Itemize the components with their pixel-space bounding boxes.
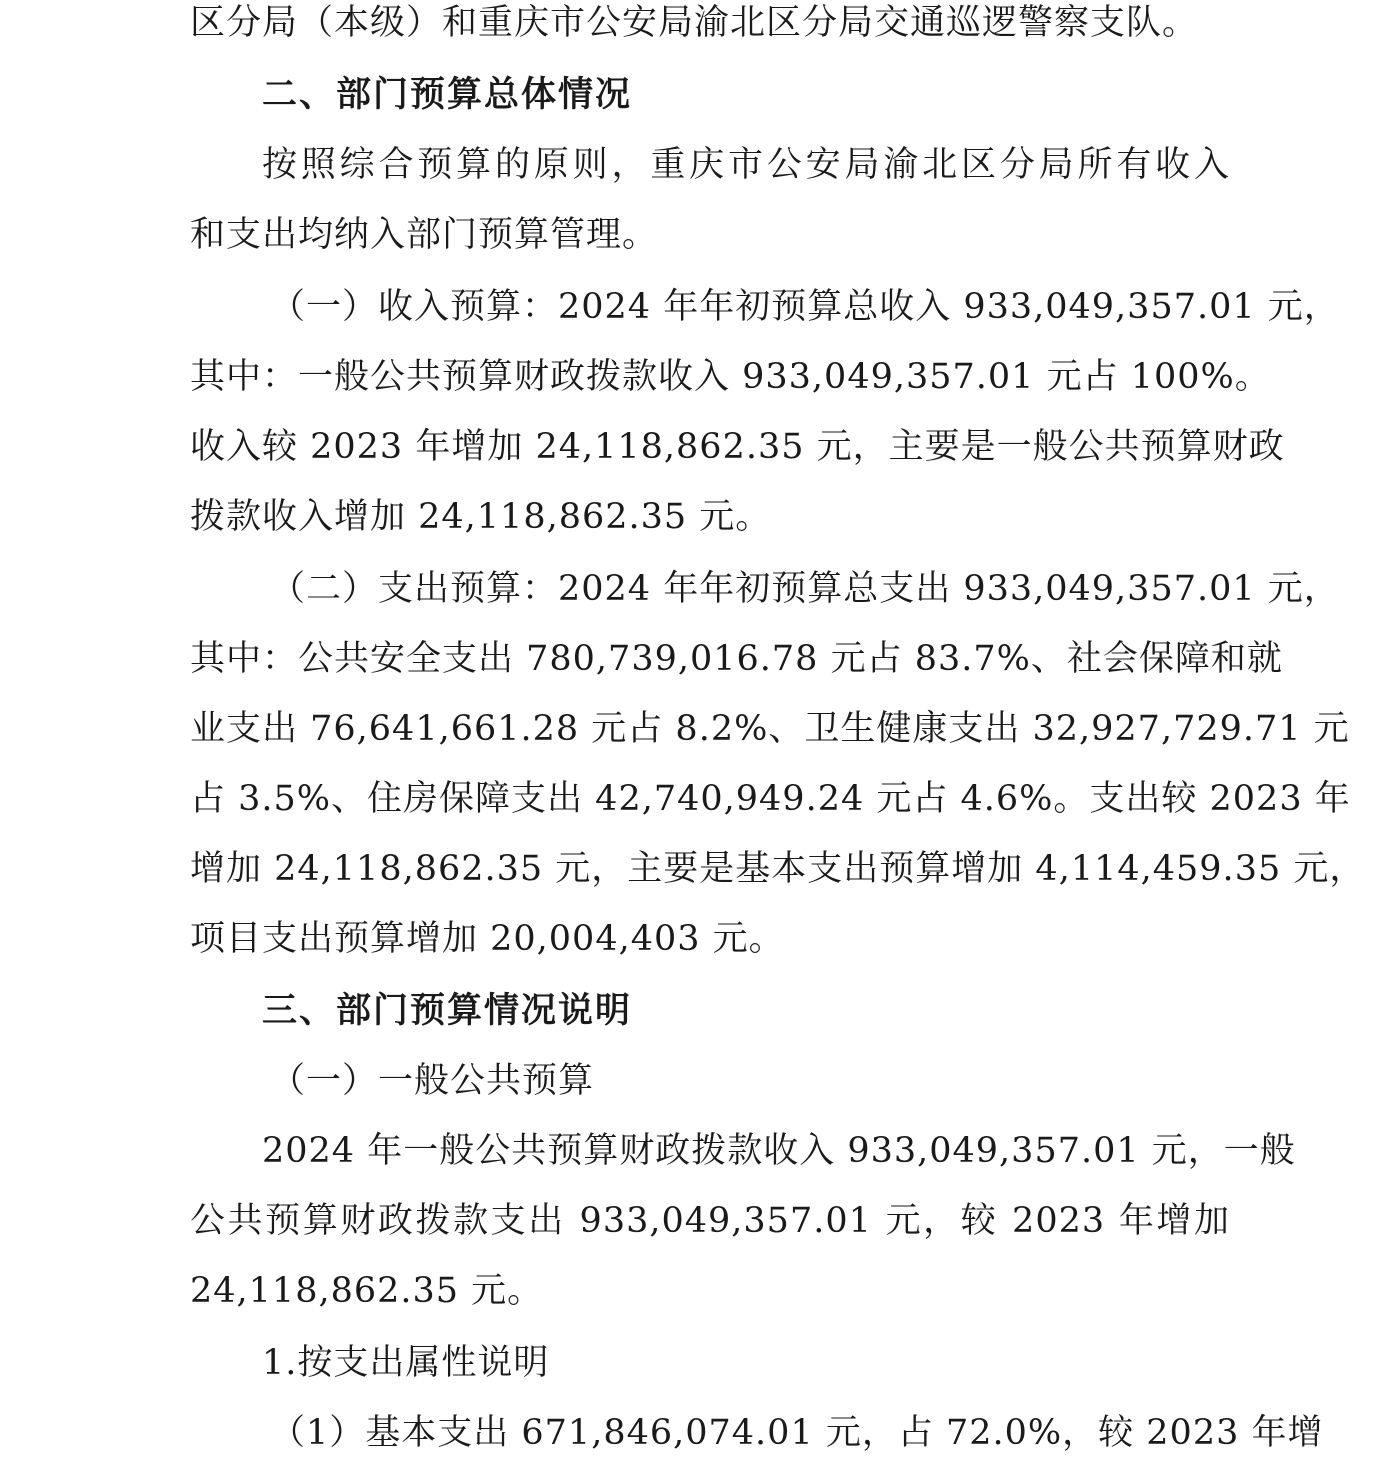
paragraph-line: 项目支出预算增加 20,004,403 元。	[190, 919, 785, 959]
paragraph-line: 其中：公共安全支出 780,739,016.78 元占 83.7%、社会保障和就	[190, 639, 1283, 679]
paragraph-line: 业支出 76,641,661.28 元占 8.2%、卫生健康支出 32,927,729.71 元	[190, 709, 1350, 749]
item-heading: 1.按支出属性说明	[262, 1343, 550, 1383]
paragraph-line: 和支出均纳入部门预算管理。	[190, 215, 659, 255]
paragraph-line: 收入较 2023 年增加 24,118,862.35 元，主要是一般公共预算财政	[190, 427, 1285, 467]
paragraph-line: 占 3.5%、住房保障支出 42,740,949.24 元占 4.6%。支出较 2023 年	[190, 779, 1351, 819]
section-heading-2: 二、部门预算总体情况	[262, 75, 633, 115]
subsection-heading: （一）一般公共预算	[270, 1061, 595, 1101]
paragraph-line: 24,118,862.35 元。	[190, 1271, 544, 1311]
paragraph-line: （1）基本支出 671,846,074.01 元，占 72.0%，较 2023 年增	[270, 1413, 1324, 1453]
section-heading-3: 三、部门预算情况说明	[262, 991, 633, 1031]
paragraph-line: （一）收入预算：2024 年年初预算总收入 933,049,357.01 元，	[270, 287, 1340, 327]
paragraph-line: 增加 24,118,862.35 元，主要是基本支出预算增加 4,114,459.35 元，	[190, 849, 1366, 889]
paragraph-line: 2024 年一般公共预算财政拨款收入 933,049,357.01 元，一般	[262, 1131, 1296, 1171]
paragraph-line: （二）支出预算：2024 年年初预算总支出 933,049,357.01 元，	[270, 569, 1340, 609]
paragraph-line: 按照综合预算的原则，重庆市公安局渝北区分局所有收入	[262, 145, 1230, 185]
paragraph-line: 区分局（本级）和重庆市公安局渝北区分局交通巡逻警察支队。	[190, 3, 1199, 43]
paragraph-line: 公共预算财政拨款支出 933,049,357.01 元，较 2023 年增加	[190, 1201, 1230, 1241]
paragraph-line: 拨款收入增加 24,118,862.35 元。	[190, 497, 772, 537]
paragraph-line: 其中：一般公共预算财政拨款收入 933,049,357.01 元占 100%。	[190, 357, 1271, 397]
